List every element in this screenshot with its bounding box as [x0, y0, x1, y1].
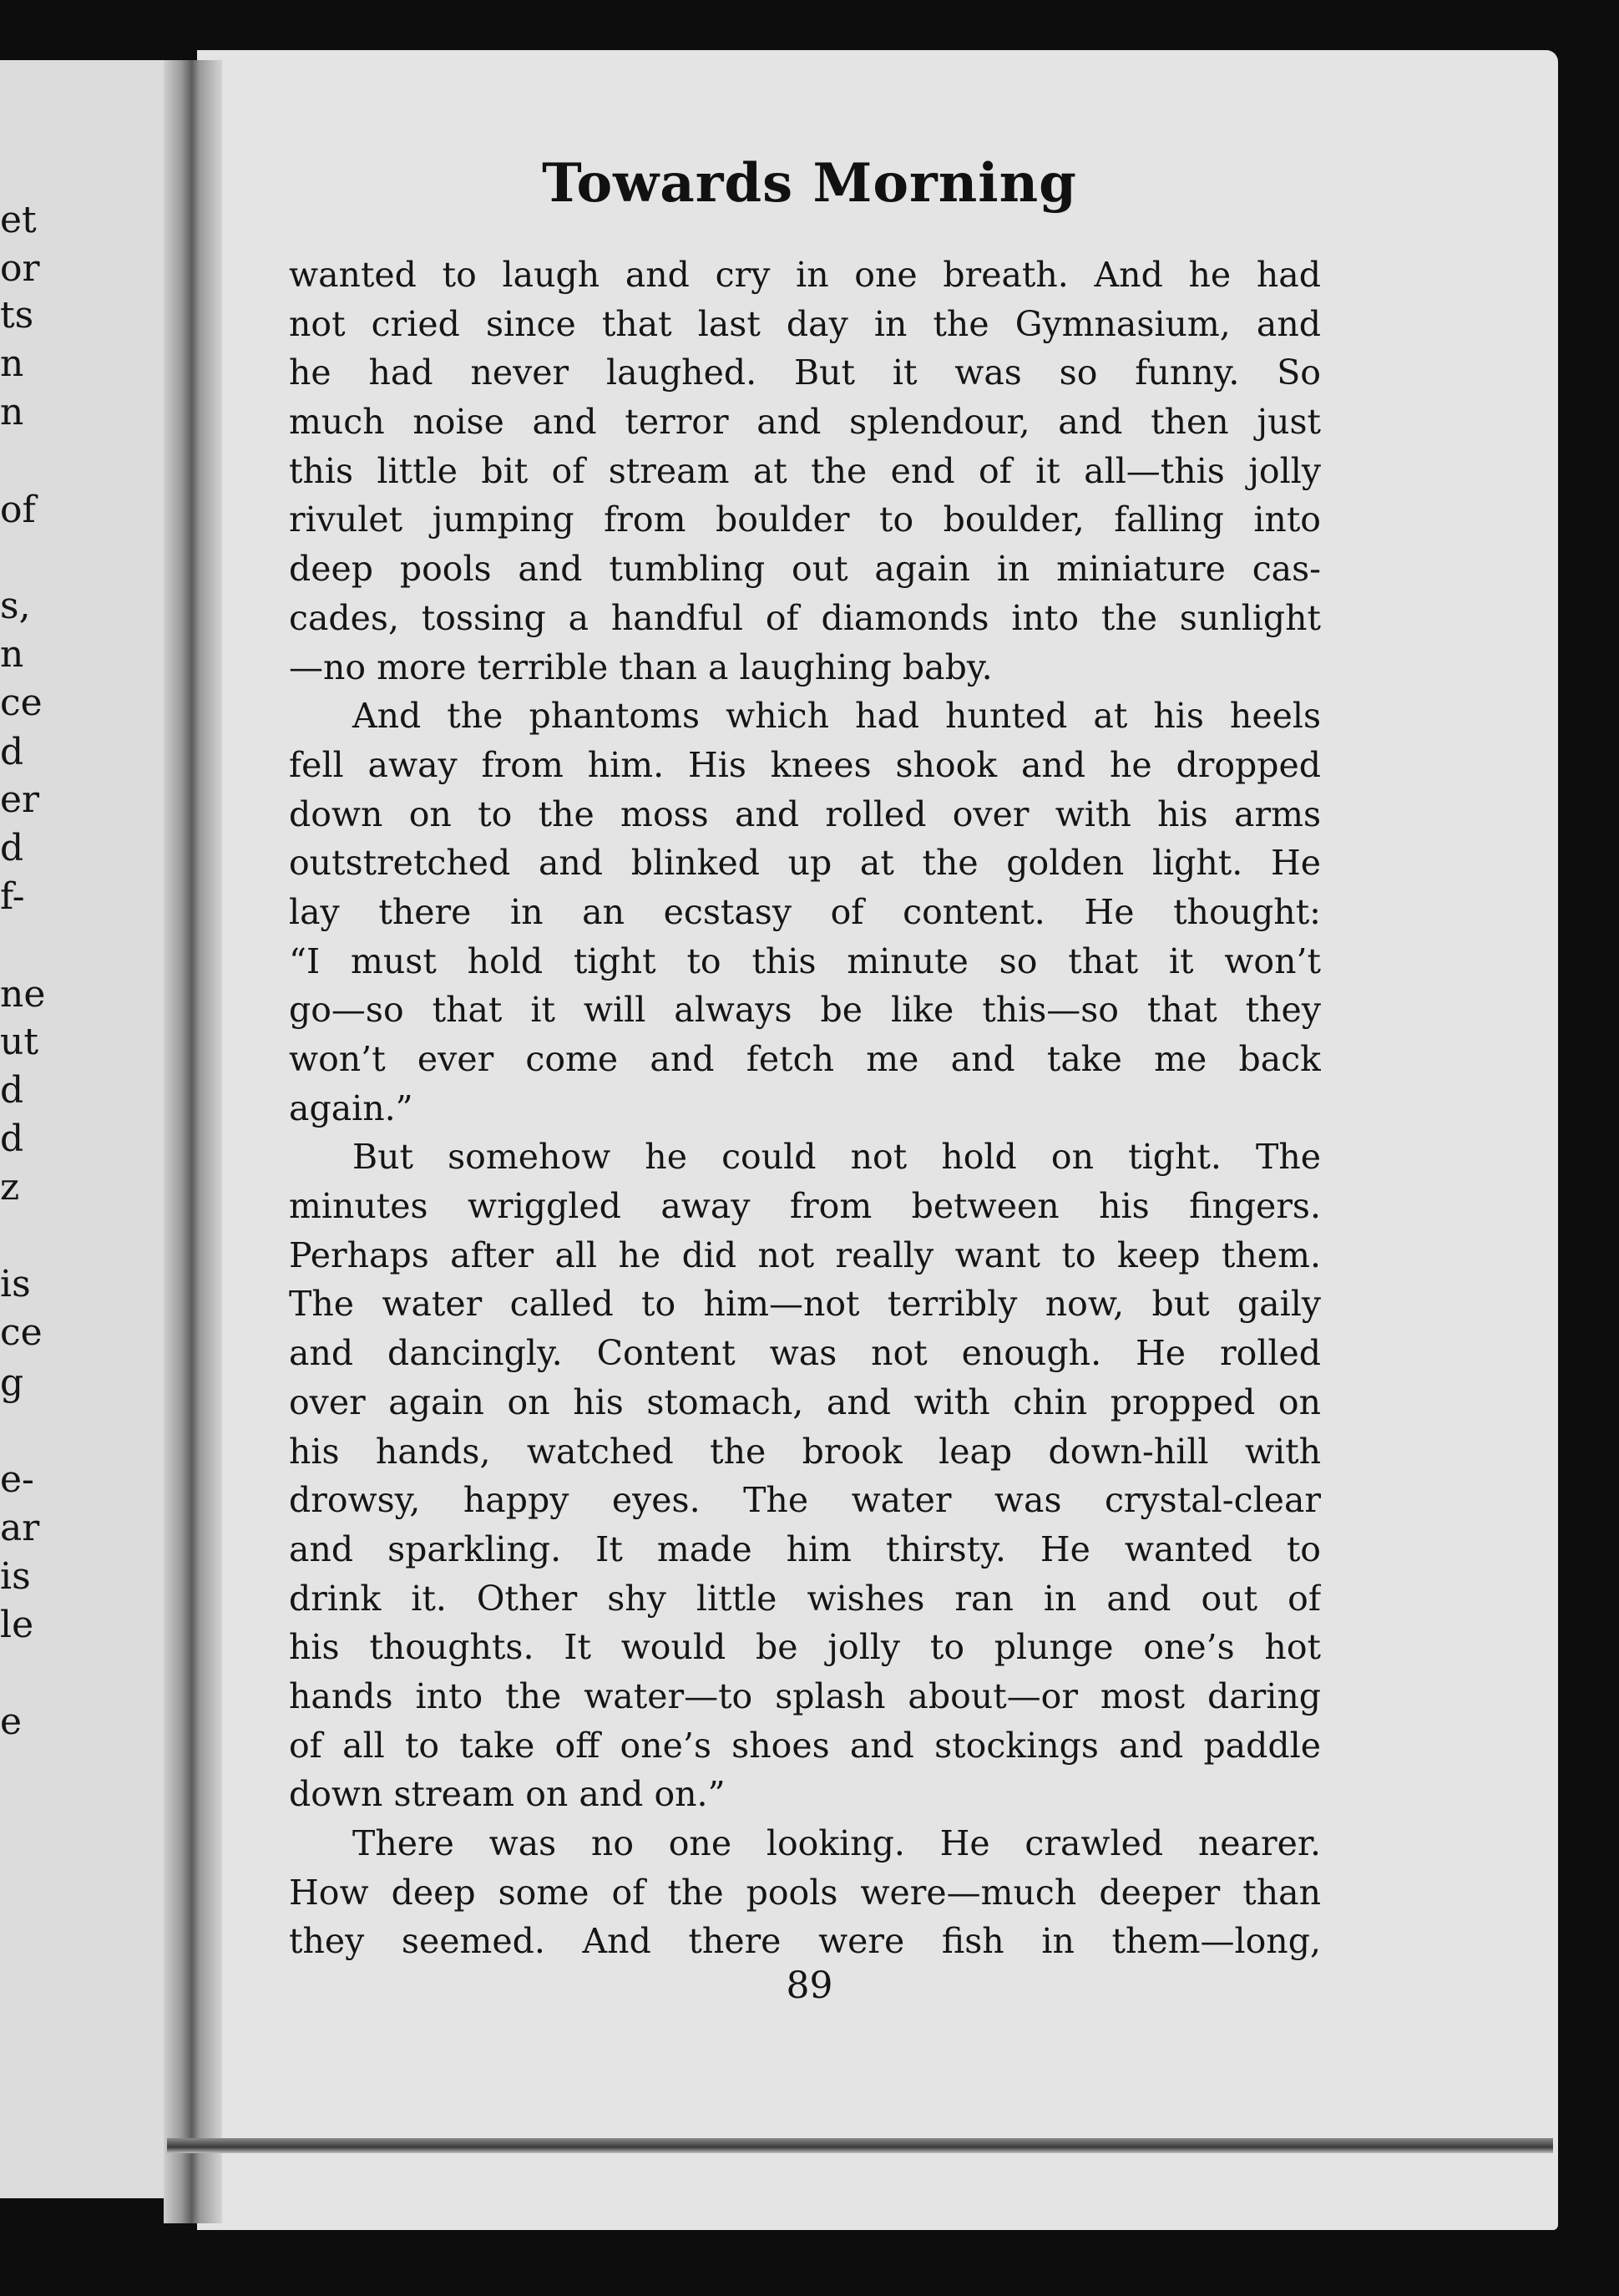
text-line: cades, tossing a handful of diamonds into the sunlight [289, 597, 1321, 638]
text-line: wanted to laugh and cry in one breath. And he had [289, 255, 1321, 295]
text-line: deep pools and tumbling out again in miniature cas- [289, 549, 1321, 590]
left-page-fragment: e [0, 1700, 23, 1743]
left-page-fragment: ce [0, 682, 43, 724]
left-page-fragment: n [0, 633, 24, 676]
text-line: over again on his stomach, and with chin propped on [289, 1381, 1321, 1422]
text-line: drowsy, happy eyes. The water was crystal-clear [289, 1480, 1321, 1521]
running-head: Towards Morning [542, 152, 1077, 215]
text-line: drink it. Other shy little wishes ran in and out of [289, 1578, 1321, 1619]
left-page-fragment: g [0, 1361, 24, 1404]
left-page-fragment: of [0, 489, 36, 531]
text-line: down on to the moss and rolled over with his arms [289, 793, 1321, 834]
text-line: and sparkling. It made him thirsty. He wanted to [289, 1528, 1321, 1569]
left-page-fragment: ne [0, 973, 46, 1016]
text-line: But somehow he could not hold on tight. The [352, 1137, 1321, 1178]
left-page-fragment: f- [0, 875, 25, 918]
page-bottom-edge [167, 2138, 1553, 2153]
text-line: How deep some of the pools were—much deeper than [289, 1872, 1321, 1913]
left-page-fragment: ut [0, 1021, 39, 1063]
left-page-fragment: n [0, 391, 24, 433]
left-page-fragment: et [0, 199, 37, 241]
text-line: hands into the water—to splash about—or most daring [289, 1675, 1321, 1716]
text-line: There was no one looking. He crawled nearer. [352, 1823, 1321, 1863]
left-page-fragment: d [0, 1118, 24, 1160]
text-line: The water called to him—not terribly now, but gaily [289, 1284, 1321, 1325]
body-text [289, 251, 1321, 1966]
text-line: they seemed. And there were fish in them—long, [289, 1921, 1321, 1962]
text-line: much noise and terror and splendour, and then just [289, 402, 1321, 443]
text-line: Perhaps after all he did not really want to keep them. [289, 1234, 1321, 1275]
text-line: down stream on and on.” [289, 1774, 726, 1815]
left-page-fragment: s, [0, 585, 31, 627]
text-line: he had never laughed. But it was so funny. So [289, 352, 1321, 393]
text-line: rivulet jumping from boulder to boulder, falling into [289, 499, 1321, 540]
left-page-fragment: is [0, 1263, 31, 1305]
left-page-fragment: d [0, 1069, 24, 1112]
text-line: not cried since that last day in the Gymnasium, and [289, 303, 1321, 344]
left-page-fragment: n [0, 342, 24, 385]
text-line: this little bit of stream at the end of it all—this jolly [289, 450, 1321, 491]
text-line: lay there in an ecstasy of content. He thought: [289, 891, 1321, 932]
text-line: —no more terrible than a laughing baby. [289, 646, 993, 687]
left-page-fragment: er [0, 778, 40, 821]
left-page-fragment: is [0, 1555, 31, 1598]
book-gutter [164, 60, 222, 2223]
text-line: minutes wriggled away from between his fingers. [289, 1186, 1321, 1227]
text-line: fell away from him. His knees shook and he dropped [289, 744, 1321, 785]
left-page-fragment: ar [0, 1507, 40, 1549]
text-line: of all to take off one’s shoes and stockings and paddle [289, 1725, 1321, 1766]
text-line: his hands, watched the brook leap down-hill with [289, 1431, 1321, 1472]
text-line: again.” [289, 1087, 413, 1128]
left-page-fragment: ts [0, 294, 34, 337]
text-line: “I must hold tight to this minute so that it won’t [289, 940, 1321, 981]
left-page-fragment: le [0, 1604, 34, 1646]
left-page-fragment: z [0, 1166, 20, 1209]
left-page-fragment: or [0, 247, 40, 290]
left-page-fragment: e- [0, 1458, 34, 1501]
text-line: his thoughts. It would be jolly to plunge one’s hot [289, 1627, 1321, 1668]
text-line: outstretched and blinked up at the golden light. He [289, 843, 1321, 884]
left-page-fragment: ce [0, 1311, 43, 1354]
text-line: go—so that it will always be like this—so that they [289, 990, 1321, 1031]
page-number: 89 [786, 1964, 833, 2007]
text-line: won’t ever come and fetch me and take me back [289, 1039, 1321, 1079]
text-line: and dancingly. Content was not enough. He rolled [289, 1333, 1321, 1374]
left-page-fragment: d [0, 731, 24, 773]
text-line: And the phantoms which had hunted at his heels [352, 696, 1321, 737]
left-page-fragment: d [0, 827, 24, 869]
